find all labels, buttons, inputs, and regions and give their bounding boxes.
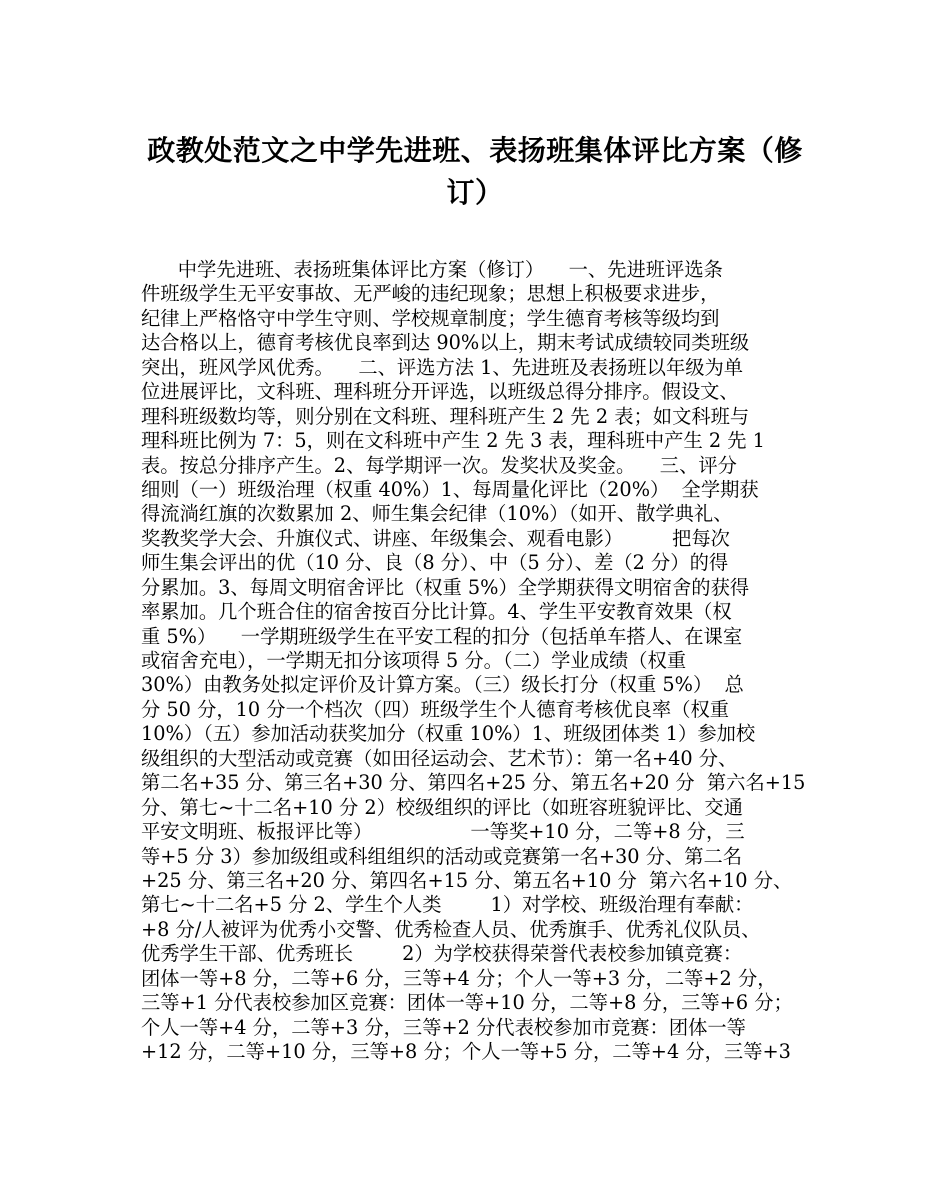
document-title	[140, 130, 810, 214]
body-line: 分、第七~十二名+10 分 2）校级组织的评比（如班容班貌评比、交通	[141, 795, 743, 819]
body-line: 第七~十二名+5 分 2、学生个人类 1）对学校、班级治理有奉献：	[141, 893, 754, 917]
body-line: 第二名+35 分、第三名+30 分、第四名+25 分、第五名+20 分 第六名+15	[141, 771, 806, 795]
body-line: 平安文明班、板报评比等） 一等奖+10 分，二等+8 分，三	[141, 820, 745, 844]
body-line: 个人一等+4 分，二等+3 分，三等+2 分代表校参加市竞赛：团体一等	[141, 1015, 746, 1039]
body-line: +8 分/人被评为优秀小交警、优秀检查人员、优秀旗手、优秀礼仪队员、	[141, 917, 761, 941]
title-line-2: 订）	[446, 176, 504, 209]
body-line: 理科班比例为 7：5，则在文科班中产生 2 先 3 表，理科班中产生 2 先 1	[141, 429, 765, 453]
title-line-1: 政教处范文之中学先进班、表扬班集体评比方案（修	[147, 134, 803, 167]
body-line: 等+5 分 3）参加级组或科组组织的活动或竞赛第一名+30 分、第二名	[141, 844, 743, 868]
body-line: 理科班级数均等，则分别在文科班、理科班产生 2 先 2 表；如文科班与	[141, 404, 750, 428]
body-line: 表。按总分排序产生。2、每学期评一次。发奖状及奖金。 三、评分	[141, 453, 737, 477]
document-body	[141, 258, 816, 1064]
body-line: 师生集会评出的优（10 分、良（8 分）、中（5 分）、差（2 分）的得	[141, 551, 729, 575]
body-line: 分累加。3、每周文明宿舍评比（权重 5%）全学期获得文明宿舍的获得	[141, 575, 750, 599]
body-line: 奖教奖学大会、升旗仪式、讲座、年级集会、观看电影） 把每次	[141, 526, 730, 550]
body-line: 位进展评比，文科班、理科班分开评选，以班级总得分排序。假设文、	[141, 380, 739, 404]
body-line: 中学先进班、表扬班集体评比方案（修订） 一、先进班评选条	[141, 258, 723, 281]
body-line: 优秀学生干部、优秀班长 2）为学校获得荣誉代表校参加镇竞赛：	[141, 942, 743, 966]
body-line: 三等+1 分代表校参加区竞赛：团体一等+10 分，二等+8 分，三等+6 分；	[141, 991, 793, 1015]
body-line: 30%）由教务处拟定评价及计算方案。（三）级长打分（权重 5%） 总	[141, 673, 744, 697]
body-line: +12 分，二等+10 分，三等+8 分；个人一等+5 分，二等+4 分，三等+3	[141, 1040, 791, 1063]
body-line: 级组织的大型活动或竞赛（如田径运动会、艺术节）：第一名+40 分、	[141, 746, 738, 770]
body-line: 率累加。几个班合住的宿舍按百分比计算。4、学生平安教育效果（权	[141, 600, 732, 624]
body-line: +25 分、第三名+20 分、第四名+15 分、第五名+10 分 第六名+10 分、	[141, 868, 793, 892]
body-line: 或宿舍充电），一学期无扣分该项得 5 分。（二）学业成绩（权重	[141, 649, 687, 672]
body-line: 突出，班风学风优秀。 二、评选方法 1、先进班及表扬班以年级为单	[141, 355, 744, 379]
body-line: 得流淌红旗的次数累加 2、师生集会纪律（10%）（如开、散学典礼、	[141, 502, 733, 526]
body-line: 件班级学生无平安事故、无严峻的违纪现象；思想上积极要求进步，	[141, 282, 720, 306]
body-line: 10%）（五）参加活动获奖加分（权重 10%）1、班级团体类 1）参加校	[141, 722, 756, 746]
body-line: 分 50 分，10 分一个档次（四）班级学生个人德育考核优良率（权重	[141, 697, 730, 721]
body-line: 重 5%） 一学期班级学生在平安工程的扣分（包括单车搭人、在课室	[141, 624, 743, 648]
body-line: 纪律上严格恪守中学生守则、学校规章制度；学生德育考核等级均到	[141, 306, 720, 330]
body-line: 细则（一）班级治理（权重 40%）1、每周量化评比（20%） 全学期获	[141, 477, 759, 501]
body-line: 团体一等+8 分，二等+6 分，三等+4 分；个人一等+3 分，二等+2 分，	[141, 966, 777, 990]
body-line: 达合格以上，德育考核优良率到达 90%以上，期末考试成绩较同类班级	[141, 331, 750, 355]
